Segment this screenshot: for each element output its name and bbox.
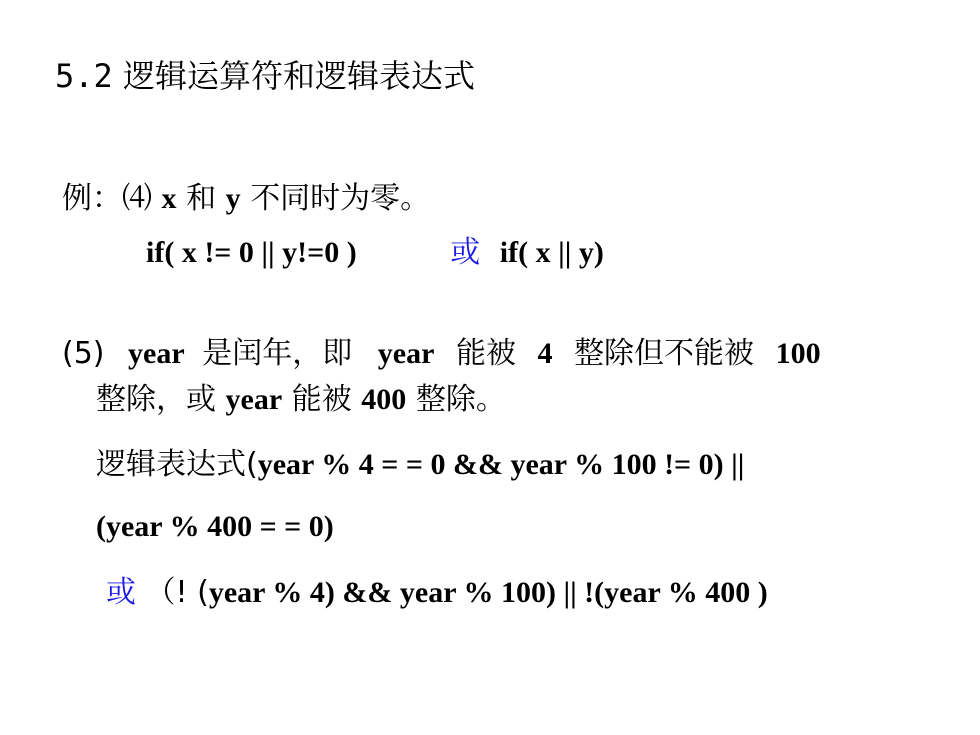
example-4-rest: 不同时为零。 <box>250 181 431 216</box>
number-100: 100 <box>775 337 821 370</box>
word-year-1: year <box>128 337 185 370</box>
word-he: 和 <box>186 181 217 216</box>
example-5-line-1 <box>62 336 821 371</box>
number-4: 4 <box>537 337 553 370</box>
expression-label: 逻辑表达式( <box>96 447 258 482</box>
text-leap-year: 是闰年，即 <box>202 336 353 371</box>
example-4-code <box>146 235 604 270</box>
word-year-3: year <box>225 383 283 416</box>
var-x: x <box>161 182 177 215</box>
text-can-divide: 能被 <box>291 382 352 417</box>
text-or-divisible: 整除，或 <box>96 382 216 417</box>
number-400: 400 <box>361 383 407 416</box>
expression-part-1: year % 4 = = 0 && year % 100 != 0) || <box>257 448 745 481</box>
alternative-expression <box>106 575 768 610</box>
or-label-2: 或 <box>106 575 136 610</box>
word-year-2: year <box>377 337 435 370</box>
title-number: 5.2 <box>55 57 113 95</box>
code-short-form: if( x || y) <box>499 236 604 269</box>
logical-expression-line-1 <box>96 447 745 482</box>
example-5-number: (5) <box>62 336 105 371</box>
example-5-line-2 <box>96 382 506 417</box>
slide-title <box>55 57 475 95</box>
alt-expression-open: （! ( <box>145 575 209 610</box>
code-full-form: if( x != 0 || y!=0 ) <box>146 236 357 269</box>
or-label: 或 <box>450 235 481 270</box>
example-4-prefix: 例：⑷ <box>62 181 152 216</box>
text-divisible-end: 整除。 <box>415 382 506 417</box>
var-y: y <box>225 182 241 215</box>
logical-expression-line-2 <box>96 512 334 542</box>
text-divisible: 能被 <box>455 336 516 371</box>
title-text: 逻辑运算符和逻辑表达式 <box>122 57 475 95</box>
text-but-not: 整除但不能被 <box>574 336 755 371</box>
expression-part-2: (year % 400 = = 0) <box>96 510 334 543</box>
alt-expression-body: year % 4) && year % 100) || !(year % 400 ) <box>208 576 768 609</box>
example-4-text <box>62 181 431 216</box>
